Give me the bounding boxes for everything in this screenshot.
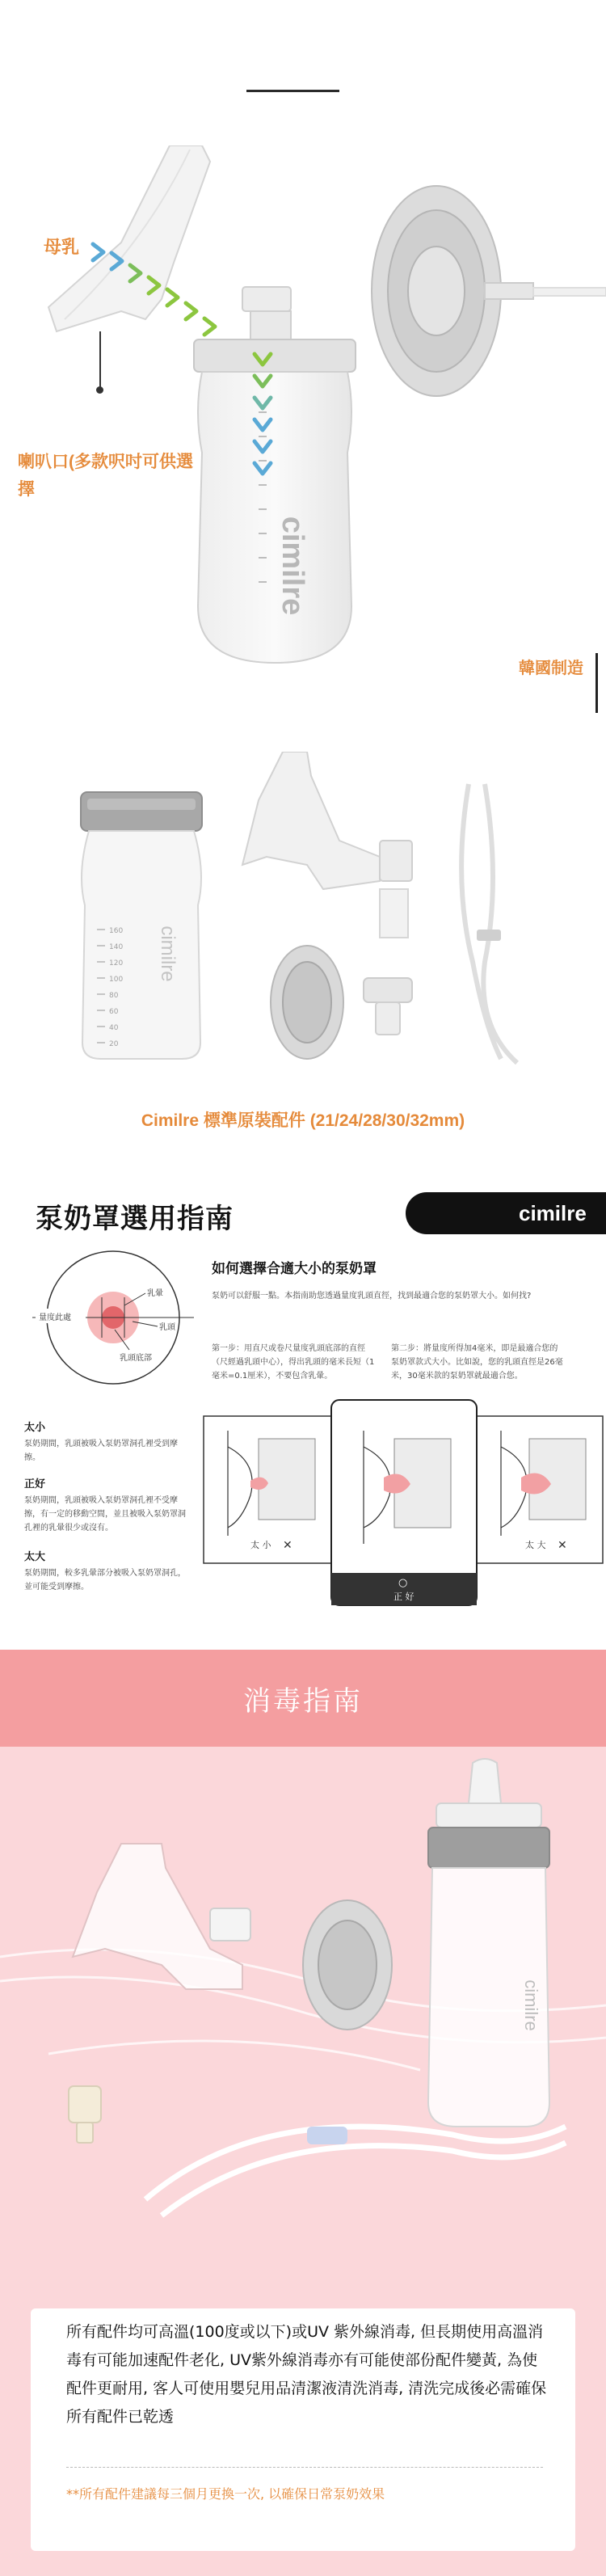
size-name: 太小 bbox=[24, 1422, 46, 1434]
parts-bottle-brand: cimilre bbox=[157, 925, 179, 982]
scale-mark: 160 bbox=[109, 927, 124, 935]
size-name: 太大 bbox=[24, 1551, 46, 1563]
nozzle-pointer-line bbox=[99, 331, 101, 388]
guide-title: 泵奶罩選用指南 bbox=[36, 1203, 234, 1235]
label-made-in-korea: 韓國制造 bbox=[519, 660, 583, 677]
sterilize-title: 消毒指南 bbox=[243, 1684, 363, 1718]
scale-mark: 80 bbox=[109, 992, 119, 1000]
parts-caption: Cimilre 標準原裝配件 (21/24/28/30/32mm) bbox=[141, 1111, 465, 1130]
label-flange-sizes: 喇叭口(多款呎吋可供選擇 bbox=[18, 453, 193, 499]
nozzle-pointer-dot bbox=[96, 386, 103, 394]
fit-label: 太 大 bbox=[525, 1540, 546, 1550]
step-one: 第一步：用直尺或卷尺量度乳頭底部的直徑（尺經過乳頭中心），得出乳頭的毫米長短（1毫米=0.1厘米），不要包含乳暈。 bbox=[212, 1344, 375, 1381]
fit-comparison bbox=[202, 1398, 606, 1608]
label-areola: 乳暈 bbox=[147, 1289, 163, 1298]
size-too-large bbox=[24, 1548, 186, 1594]
made-in-divider bbox=[595, 653, 598, 713]
size-too-small bbox=[24, 1419, 186, 1465]
label-breast-milk: 母乳 bbox=[44, 237, 80, 257]
parts-illustration bbox=[0, 752, 606, 1099]
scale-mark: 100 bbox=[109, 976, 124, 984]
size-desc: 泵奶期間，乳頭被吸入泵奶罩洞孔裡不受摩擦，有一定的移動空間，並且被吸入泵奶罩洞孔裡的乳暈很少或沒有。 bbox=[24, 1496, 186, 1533]
sterilize-illustration bbox=[0, 1747, 606, 2312]
scale-mark: 40 bbox=[109, 1024, 119, 1032]
pump-assembly-illustration bbox=[0, 145, 606, 711]
scale-mark: 120 bbox=[109, 959, 124, 968]
size-just-right bbox=[24, 1475, 186, 1535]
brand-pill-text: cimilre bbox=[519, 1200, 587, 1225]
nipple-measure-diagram bbox=[24, 1249, 202, 1386]
fit-label: 太 小 bbox=[250, 1540, 271, 1550]
size-desc: 泵奶期間，乳頭被吸入泵奶罩洞孔裡受到摩擦。 bbox=[24, 1440, 178, 1462]
card-divider bbox=[66, 2467, 543, 2468]
label-measure-here: 量度此處 bbox=[39, 1313, 71, 1322]
scale-mark: 20 bbox=[109, 1040, 119, 1048]
scale-mark: 60 bbox=[109, 1008, 119, 1016]
fit-panel-just-right bbox=[331, 1400, 477, 1605]
top-divider bbox=[246, 90, 339, 92]
size-name: 正好 bbox=[24, 1478, 46, 1490]
label-nipple: 乳頭 bbox=[159, 1323, 175, 1332]
size-desc: 泵奶期間，較多乳暈部分被吸入泵奶罩洞孔，並可能受到摩擦。 bbox=[24, 1569, 186, 1592]
howto-intro: 泵奶可以舒服一點。本指南助您透過量度乳頭直徑，找到最適合您的泵奶罩大小。如何找? bbox=[212, 1292, 532, 1301]
scale-mark: 140 bbox=[109, 943, 124, 951]
fit-symbol: ○ bbox=[398, 1577, 408, 1589]
hero-bottle-brand: cimilre bbox=[276, 516, 309, 616]
sterilize-body: 所有配件均可高溫(100度或以下)或UV 紫外線消毒, 但長期使用高溫消毒有可能加速配件老化, UV紫外線消毒亦有可能使部份配件變黃, 為使配件更耐用, 客人可使用嬰兒用品清潔液清洗消毒, 清洗完成後必需確保所有配件已乾透 bbox=[66, 2323, 547, 2426]
brand-pill bbox=[406, 1192, 606, 1234]
sterilize-bottle-brand: cimilre bbox=[521, 1979, 541, 2031]
fit-symbol: ✕ bbox=[558, 1539, 567, 1552]
step-two: 第二步：將量度所得加4毫米，即是最適合您的泵奶罩款式大小。比如說，您的乳頭直徑是26毫米，30毫米款的泵奶罩就最適合您。 bbox=[391, 1344, 563, 1381]
label-nipple-base: 乳頭底部 bbox=[120, 1354, 152, 1363]
fit-label: 正 好 bbox=[393, 1592, 415, 1602]
howto-title: 如何選擇合適大小的泵奶罩 bbox=[212, 1261, 377, 1277]
fit-symbol: ✕ bbox=[283, 1539, 292, 1552]
sterilize-note: **所有配件建議每三個月更換一次, 以確保日常泵奶效果 bbox=[66, 2486, 385, 2502]
